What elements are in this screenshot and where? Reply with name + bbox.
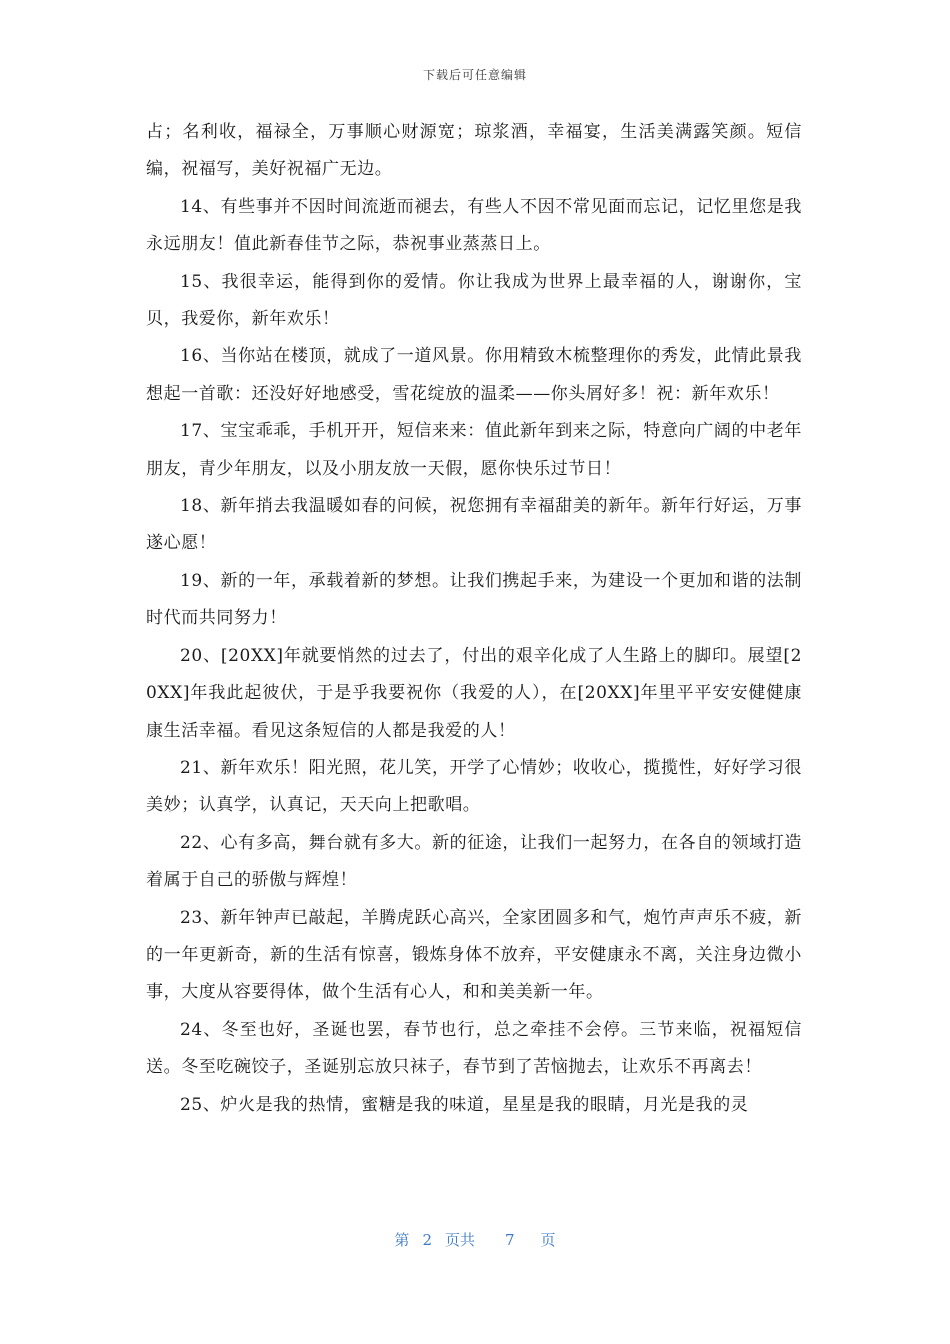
paragraph-24: 24、冬至也好，圣诞也罢，春节也行，总之牵挂不会停。三节来临，祝福短信送。冬至吃碗饺子，圣诞别忘放只袜子，春节到了苦恼抛去，让欢乐不再离去！	[146, 1019, 802, 1078]
paragraph-14: 14、有些事并不因时间流逝而褪去，有些人不因不常见面而忘记，记忆里您是我永远朋友！值此新春佳节之际，恭祝事业蒸蒸日上。	[146, 196, 802, 255]
paragraph-15: 15、我很幸运，能得到你的爱情。你让我成为世界上最幸福的人，谢谢你，宝贝，我爱你，新年欢乐！	[146, 271, 802, 330]
paragraph-16: 16、当你站在楼顶，就成了一道风景。你用精致木梳整理你的秀发，此情此景我想起一首歌：还没好好地感受，雪花绽放的温柔——你头屑好多！祝：新年欢乐！	[146, 346, 802, 404]
paragraph-23: 23、新年钟声已敲起，羊腾虎跃心高兴，全家团圆多和气，炮竹声声乐不疲，新的一年更新奇，新的生活有惊喜，锻炼身体不放弃，平安健康永不离，关注身边微小事，大度从容要得体，做个生活有心人，和和美美新一年。	[146, 907, 802, 1003]
paragraph-25: 25、炉火是我的热情，蜜糖是我的味道，星星是我的眼睛，月光是我的灵	[180, 1094, 749, 1115]
page-footer	[0, 1229, 950, 1250]
document-body	[146, 114, 802, 1124]
paragraph-continued: 占；名利收，福禄全，万事顺心财源宽；琼浆酒，幸福宴，生活美满露笑颜。短信编，祝福写，美好祝福广无边。	[146, 122, 802, 180]
footer-suffix: 页	[540, 1231, 556, 1249]
paragraph-17: 17、宝宝乖乖，手机开开，短信来来：值此新年到来之际，特意向广阔的中老年朋友，青少年朋友，以及小朋友放一天假，愿你快乐过节日！	[146, 421, 802, 479]
footer-middle: 页共	[444, 1231, 475, 1249]
paragraph-18: 18、新年捎去我温暖如春的问候，祝您拥有幸福甜美的新年。新年行好运，万事遂心愿！	[146, 496, 802, 554]
footer-prefix: 第	[394, 1231, 410, 1249]
paragraph-22: 22、心有多高，舞台就有多大。新的征途，让我们一起努力，在各自的领域打造着属于自己的骄傲与辉煌！	[146, 832, 802, 891]
paragraph-19: 19、新的一年，承载着新的梦想。让我们携起手来，为建设一个更加和谐的法制时代而共同努力！	[146, 570, 802, 629]
paragraph-21: 21、新年欢乐！阳光照，花儿笑，开学了心情妙；收收心，揽揽性，好好学习很美妙；认真学，认真记，天天向上把歌唱。	[146, 757, 802, 816]
page-header-note: 下载后可任意编辑	[422, 68, 527, 82]
footer-total-pages: 7	[505, 1231, 515, 1249]
paragraph-20: 20、[20XX]年就要悄然的过去了，付出的艰辛化成了人生路上的脚印。展望[20XX]年我此起彼伏，于是乎我要祝你（我爱的人），在[20XX]年里平平安安健健康康生活幸福。看见这条短信的人都是我爱的人！	[146, 645, 802, 741]
footer-current-page: 2	[422, 1231, 432, 1249]
